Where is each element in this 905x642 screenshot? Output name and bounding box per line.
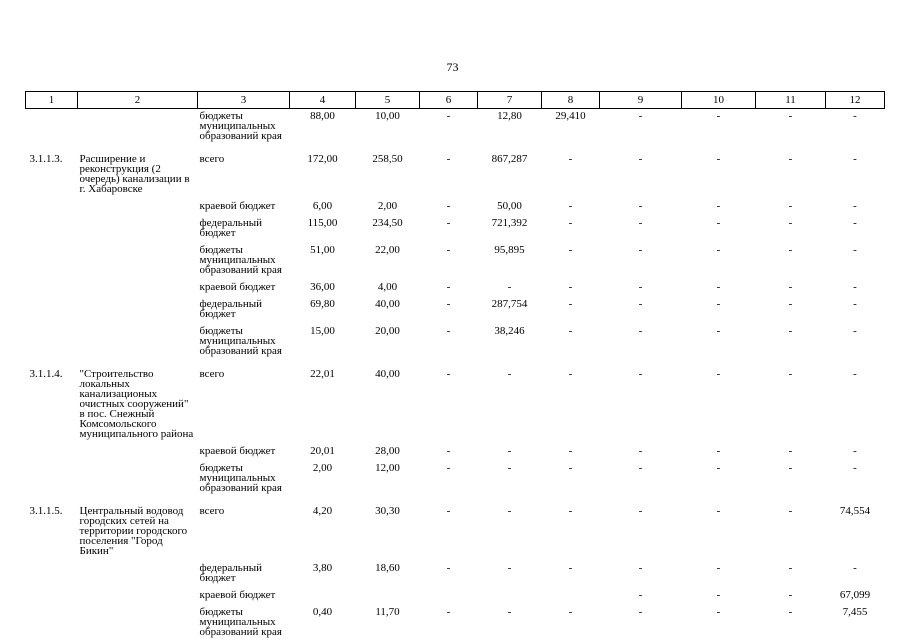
- value-cell: 50,00: [478, 199, 542, 216]
- funding-source-cell: краевой бюджет: [198, 444, 290, 461]
- value-cell: -: [756, 216, 826, 243]
- value-cell: -: [600, 561, 682, 588]
- value-cell: [420, 588, 478, 605]
- value-cell: -: [756, 109, 826, 147]
- value-cell: -: [478, 280, 542, 297]
- page-number: 73: [0, 60, 905, 75]
- value-cell: -: [600, 444, 682, 461]
- value-cell: -: [682, 199, 756, 216]
- value-cell: -: [682, 588, 756, 605]
- item-code-cell: [26, 588, 78, 605]
- value-cell: 74,554: [826, 498, 885, 561]
- item-name-cell: [78, 561, 198, 588]
- value-cell: -: [826, 324, 885, 361]
- value-cell: 29,410: [542, 109, 600, 147]
- value-cell: 2,00: [356, 199, 420, 216]
- item-code-cell: [26, 444, 78, 461]
- value-cell: [542, 588, 600, 605]
- value-cell: -: [542, 199, 600, 216]
- funding-source-cell: бюджеты муниципальных образований края: [198, 605, 290, 642]
- table-row: [26, 498, 885, 561]
- item-name-cell: [78, 199, 198, 216]
- value-cell: 6,00: [290, 199, 356, 216]
- value-cell: -: [420, 146, 478, 199]
- value-cell: -: [682, 324, 756, 361]
- funding-source-cell: краевой бюджет: [198, 280, 290, 297]
- item-name-cell: [78, 461, 198, 498]
- funding-source-cell: федеральный бюджет: [198, 561, 290, 588]
- value-cell: -: [682, 109, 756, 147]
- value-cell: 172,00: [290, 146, 356, 199]
- header-cell: 9: [600, 92, 682, 109]
- table-row: [26, 280, 885, 297]
- value-cell: 67,099: [826, 588, 885, 605]
- value-cell: -: [682, 361, 756, 444]
- value-cell: -: [756, 324, 826, 361]
- table-row: [26, 146, 885, 199]
- value-cell: -: [826, 146, 885, 199]
- value-cell: 867,287: [478, 146, 542, 199]
- item-code-cell: [26, 324, 78, 361]
- item-name-cell: [78, 588, 198, 605]
- value-cell: 10,00: [356, 109, 420, 147]
- value-cell: -: [420, 199, 478, 216]
- table-row: [26, 109, 885, 147]
- value-cell: -: [542, 498, 600, 561]
- item-code-cell: [26, 199, 78, 216]
- item-code-cell: [26, 216, 78, 243]
- table-row: [26, 324, 885, 361]
- funding-source-cell: краевой бюджет: [198, 199, 290, 216]
- item-name-cell: [78, 243, 198, 280]
- value-cell: -: [826, 199, 885, 216]
- value-cell: -: [756, 588, 826, 605]
- value-cell: -: [420, 243, 478, 280]
- funding-source-cell: бюджеты муниципальных образований края: [198, 109, 290, 147]
- value-cell: 20,01: [290, 444, 356, 461]
- value-cell: -: [542, 444, 600, 461]
- header-cell: 11: [756, 92, 826, 109]
- item-code-cell: [26, 605, 78, 642]
- value-cell: -: [826, 297, 885, 324]
- value-cell: -: [600, 605, 682, 642]
- value-cell: -: [826, 243, 885, 280]
- value-cell: 15,00: [290, 324, 356, 361]
- value-cell: -: [600, 588, 682, 605]
- value-cell: -: [682, 444, 756, 461]
- header-cell: 8: [542, 92, 600, 109]
- value-cell: -: [478, 498, 542, 561]
- value-cell: -: [420, 498, 478, 561]
- value-cell: -: [756, 444, 826, 461]
- value-cell: -: [600, 361, 682, 444]
- header-cell: 1: [26, 92, 78, 109]
- value-cell: -: [756, 146, 826, 199]
- value-cell: -: [756, 498, 826, 561]
- value-cell: -: [600, 498, 682, 561]
- value-cell: -: [420, 461, 478, 498]
- value-cell: -: [600, 297, 682, 324]
- header-cell: 6: [420, 92, 478, 109]
- value-cell: -: [756, 361, 826, 444]
- value-cell: -: [682, 243, 756, 280]
- value-cell: -: [600, 461, 682, 498]
- value-cell: 12,80: [478, 109, 542, 147]
- value-cell: -: [420, 109, 478, 147]
- budget-table: [25, 91, 885, 642]
- table-row: [26, 361, 885, 444]
- value-cell: -: [826, 561, 885, 588]
- item-name-cell: Расширение и реконструкция (2 очередь) канализации в г. Хабаровске: [78, 146, 198, 199]
- funding-source-cell: краевой бюджет: [198, 588, 290, 605]
- value-cell: -: [600, 146, 682, 199]
- value-cell: 7,455: [826, 605, 885, 642]
- value-cell: 88,00: [290, 109, 356, 147]
- value-cell: -: [542, 216, 600, 243]
- funding-source-cell: бюджеты муниципальных образований края: [198, 461, 290, 498]
- table-row: [26, 605, 885, 642]
- value-cell: -: [542, 324, 600, 361]
- header-cell: 7: [478, 92, 542, 109]
- item-name-cell: [78, 444, 198, 461]
- item-name-cell: [78, 109, 198, 147]
- header-cell: 12: [826, 92, 885, 109]
- value-cell: -: [542, 561, 600, 588]
- table-row: [26, 297, 885, 324]
- value-cell: -: [826, 444, 885, 461]
- value-cell: -: [478, 444, 542, 461]
- value-cell: -: [826, 461, 885, 498]
- value-cell: -: [682, 280, 756, 297]
- table-row: [26, 588, 885, 605]
- value-cell: [478, 588, 542, 605]
- value-cell: -: [420, 444, 478, 461]
- item-code-cell: [26, 297, 78, 324]
- value-cell: -: [478, 361, 542, 444]
- value-cell: -: [420, 280, 478, 297]
- value-cell: -: [542, 605, 600, 642]
- value-cell: -: [682, 146, 756, 199]
- value-cell: -: [682, 297, 756, 324]
- item-name-cell: "Строительство локальных канализационых очистных сооружений" в пос. Снежный Комсомольского муниципального района: [78, 361, 198, 444]
- value-cell: -: [682, 461, 756, 498]
- table-row: [26, 243, 885, 280]
- value-cell: 11,70: [356, 605, 420, 642]
- value-cell: -: [756, 461, 826, 498]
- funding-source-cell: всего: [198, 498, 290, 561]
- item-code-cell: 3.1.1.5.: [26, 498, 78, 561]
- item-name-cell: [78, 297, 198, 324]
- item-code-cell: [26, 561, 78, 588]
- value-cell: -: [600, 109, 682, 147]
- value-cell: 4,00: [356, 280, 420, 297]
- value-cell: -: [756, 605, 826, 642]
- value-cell: -: [756, 280, 826, 297]
- value-cell: 2,00: [290, 461, 356, 498]
- value-cell: -: [542, 243, 600, 280]
- value-cell: -: [542, 280, 600, 297]
- funding-source-cell: бюджеты муниципальных образований края: [198, 243, 290, 280]
- value-cell: 721,392: [478, 216, 542, 243]
- item-name-cell: [78, 280, 198, 297]
- header-cell: 2: [78, 92, 198, 109]
- item-name-cell: [78, 216, 198, 243]
- value-cell: 234,50: [356, 216, 420, 243]
- value-cell: 28,00: [356, 444, 420, 461]
- value-cell: 38,246: [478, 324, 542, 361]
- value-cell: 115,00: [290, 216, 356, 243]
- funding-source-cell: бюджеты муниципальных образований края: [198, 324, 290, 361]
- value-cell: -: [542, 361, 600, 444]
- header-cell: 10: [682, 92, 756, 109]
- value-cell: -: [542, 461, 600, 498]
- value-cell: 258,50: [356, 146, 420, 199]
- value-cell: -: [420, 216, 478, 243]
- header-cell: 5: [356, 92, 420, 109]
- value-cell: -: [542, 297, 600, 324]
- value-cell: -: [478, 605, 542, 642]
- value-cell: -: [478, 461, 542, 498]
- item-code-cell: 3.1.1.3.: [26, 146, 78, 199]
- value-cell: [290, 588, 356, 605]
- value-cell: -: [682, 561, 756, 588]
- table-row: [26, 199, 885, 216]
- value-cell: 22,00: [356, 243, 420, 280]
- value-cell: 95,895: [478, 243, 542, 280]
- value-cell: -: [420, 361, 478, 444]
- value-cell: 4,20: [290, 498, 356, 561]
- item-code-cell: [26, 109, 78, 147]
- funding-source-cell: федеральный бюджет: [198, 216, 290, 243]
- value-cell: -: [682, 216, 756, 243]
- funding-source-cell: всего: [198, 361, 290, 444]
- value-cell: -: [756, 199, 826, 216]
- item-code-cell: [26, 243, 78, 280]
- table-row: [26, 561, 885, 588]
- value-cell: -: [600, 199, 682, 216]
- value-cell: -: [756, 243, 826, 280]
- value-cell: -: [600, 280, 682, 297]
- item-name-cell: [78, 324, 198, 361]
- value-cell: [356, 588, 420, 605]
- value-cell: 40,00: [356, 297, 420, 324]
- funding-source-cell: всего: [198, 146, 290, 199]
- value-cell: -: [600, 324, 682, 361]
- table-row: [26, 444, 885, 461]
- header-cell: 3: [198, 92, 290, 109]
- value-cell: 0,40: [290, 605, 356, 642]
- value-cell: 51,00: [290, 243, 356, 280]
- value-cell: -: [826, 361, 885, 444]
- value-cell: -: [756, 561, 826, 588]
- item-code-cell: 3.1.1.4.: [26, 361, 78, 444]
- value-cell: -: [420, 297, 478, 324]
- item-name-cell: Центральный водовод городских сетей на территории городского поселения "Город Бикин": [78, 498, 198, 561]
- value-cell: -: [478, 561, 542, 588]
- value-cell: -: [826, 216, 885, 243]
- value-cell: 3,80: [290, 561, 356, 588]
- value-cell: -: [420, 324, 478, 361]
- table-row: [26, 461, 885, 498]
- value-cell: 36,00: [290, 280, 356, 297]
- value-cell: 20,00: [356, 324, 420, 361]
- item-code-cell: [26, 461, 78, 498]
- value-cell: -: [682, 498, 756, 561]
- value-cell: -: [826, 280, 885, 297]
- value-cell: -: [420, 605, 478, 642]
- value-cell: -: [826, 109, 885, 147]
- table-header: [26, 92, 885, 109]
- value-cell: -: [682, 605, 756, 642]
- value-cell: -: [756, 297, 826, 324]
- funding-source-cell: федеральный бюджет: [198, 297, 290, 324]
- value-cell: 18,60: [356, 561, 420, 588]
- item-name-cell: [78, 605, 198, 642]
- value-cell: 40,00: [356, 361, 420, 444]
- value-cell: 12,00: [356, 461, 420, 498]
- value-cell: -: [542, 146, 600, 199]
- value-cell: -: [600, 216, 682, 243]
- value-cell: -: [600, 243, 682, 280]
- value-cell: 30,30: [356, 498, 420, 561]
- value-cell: 22,01: [290, 361, 356, 444]
- value-cell: 69,80: [290, 297, 356, 324]
- value-cell: -: [420, 561, 478, 588]
- table-row: [26, 216, 885, 243]
- item-code-cell: [26, 280, 78, 297]
- header-cell: 4: [290, 92, 356, 109]
- header-row: [26, 92, 885, 109]
- table-body: [26, 109, 885, 642]
- value-cell: 287,754: [478, 297, 542, 324]
